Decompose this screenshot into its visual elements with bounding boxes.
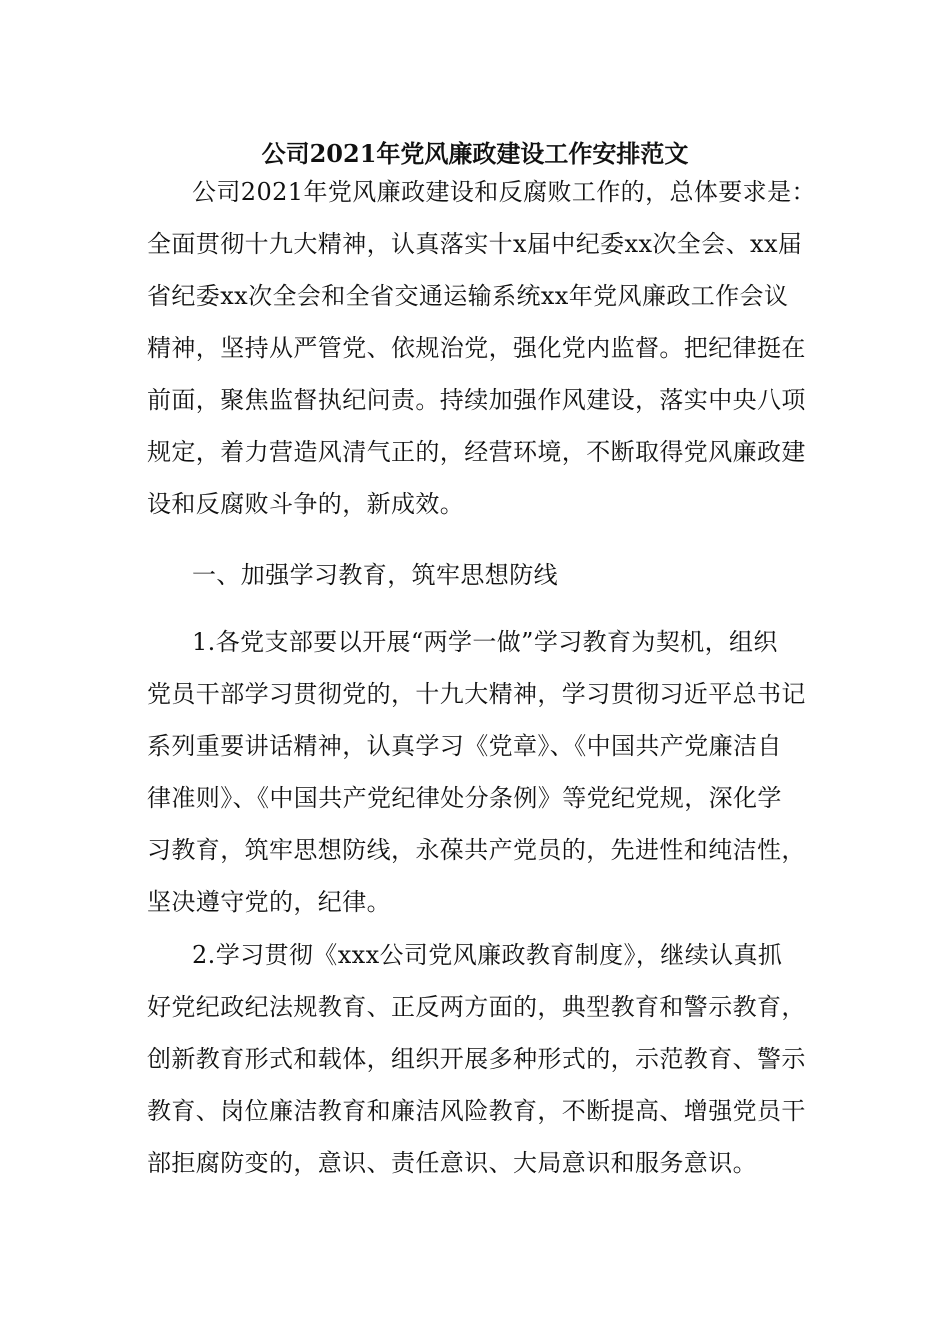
paragraph-line: 省纪委xx次全会和全省交通运输系统xx年党风廉政工作会议 — [147, 282, 789, 310]
intro-paragraph — [147, 166, 816, 530]
document-title: 公司2021年党风廉政建设工作安排范文 — [261, 139, 689, 168]
paragraph-line: 系列重要讲话精神，认真学习《党章》、《中国共产党廉洁自 — [147, 732, 782, 760]
paragraph-line: 习教育，筑牢思想防线，永葆共产党员的，先进性和纯洁性， — [147, 836, 806, 864]
paragraph-line: 设和反腐败斗争的，新成效。 — [147, 490, 465, 518]
paragraph-line: 公司2021年党风廉政建设和反腐败工作的，总体要求是： — [192, 178, 816, 206]
paragraph-line: 坚决遵守党的，纪律。 — [147, 888, 391, 916]
paragraph-line: 部拒腐防变的，意识、责任意识、大局意识和服务意识。 — [147, 1149, 757, 1177]
paragraph-line: 前面，聚焦监督执纪问责。持续加强作风建设，落实中央八项 — [147, 386, 806, 414]
paragraph-line: 教育、岗位廉洁教育和廉洁风险教育，不断提高、增强党员干 — [147, 1097, 806, 1125]
paragraph-line: 规定，着力营造风清气正的，经营环境，不断取得党风廉政建 — [147, 438, 806, 466]
paragraph-line: 全面贯彻十九大精神，认真落实十x届中纪委xx次全会、xx届 — [147, 230, 803, 258]
paragraph-line: 律准则》、《中国共产党纪律处分条例》等党纪党规，深化学 — [147, 784, 782, 812]
paragraph-line: 2.学习贯彻《xxx公司党风廉政教育制度》，继续认真抓 — [192, 941, 783, 969]
item-1-paragraph — [147, 616, 807, 928]
paragraph-line: 精神，坚持从严管党、依规治党，强化党内监督。把纪律挺在 — [147, 334, 806, 362]
paragraph-line: 创新教育形式和载体，组织开展多种形式的，示范教育、警示 — [147, 1045, 806, 1073]
item-2-paragraph — [147, 929, 807, 1189]
section-heading — [147, 549, 807, 601]
paragraph-line: 1.各党支部要以开展“两学一做”学习教育为契机，组织 — [192, 628, 778, 656]
heading-line: 一、加强学习教育，筑牢思想防线 — [192, 561, 558, 589]
paragraph-line: 党员干部学习贯彻党的，十九大精神，学习贯彻习近平总书记 — [147, 680, 806, 708]
paragraph-line: 好党纪政纪法规教育、正反两方面的，典型教育和警示教育， — [147, 993, 806, 1021]
